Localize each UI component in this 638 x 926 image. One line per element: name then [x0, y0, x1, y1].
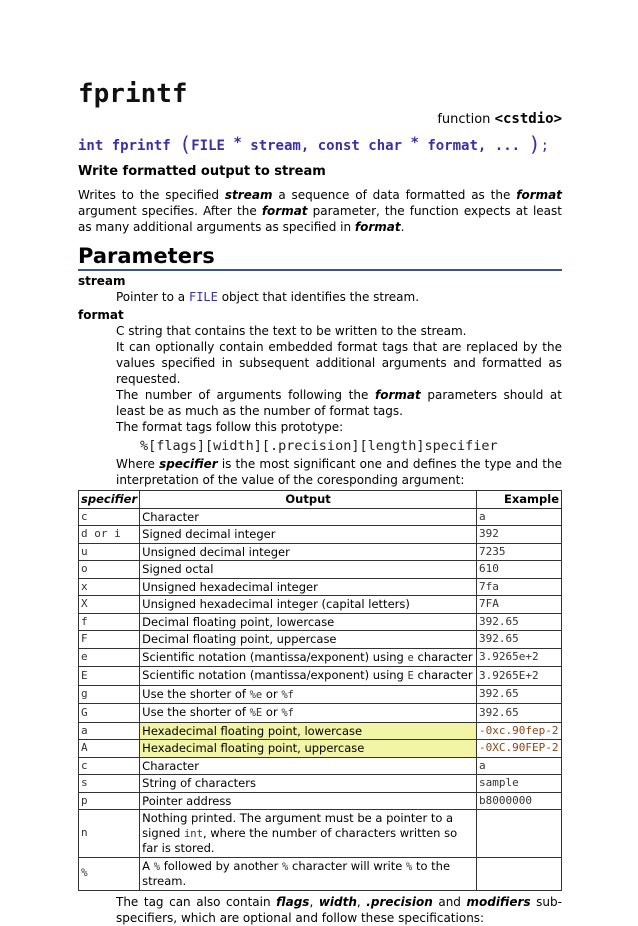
defn-line: [116, 387, 562, 419]
after-text: ,: [309, 894, 314, 909]
output-text: Scientific notation (mantissa/exponent) using: [142, 668, 404, 682]
desc-text: parameter, the function expects at least as many additional arguments as specified in: [78, 204, 562, 234]
output-text: , where the number of characters written so far is stored.: [142, 825, 458, 855]
table-row: [79, 648, 562, 667]
defn-text: Pointer to a: [116, 290, 186, 304]
cell-output: Unsigned decimal integer: [140, 543, 477, 561]
cell-specifier: g: [79, 685, 140, 704]
cell-example: b8000000: [477, 792, 562, 810]
table-row: [79, 685, 562, 704]
cell-specifier: G: [79, 704, 140, 723]
cell-example: 3.9265E+2: [477, 667, 562, 686]
desc-em: format: [261, 204, 308, 218]
table-row: [79, 857, 562, 890]
document-page: [78, 78, 562, 926]
proto-param-1: stream: [250, 138, 301, 154]
proto-type-1: FILE: [191, 138, 225, 154]
cell-specifier: %: [79, 857, 140, 890]
defn-em: format: [374, 388, 421, 402]
table-row: [79, 775, 562, 793]
param-format-term: format: [78, 308, 124, 322]
output-text: A: [142, 858, 151, 873]
table-row: [79, 740, 562, 758]
table-row: [79, 596, 562, 614]
param-format-definition: [116, 323, 562, 435]
col-header-example: Example: [477, 491, 562, 509]
proto-return-type: int: [78, 138, 104, 154]
cell-specifier: X: [79, 596, 140, 614]
proto-type-2: const char: [317, 138, 403, 154]
after-em: .precision: [366, 894, 433, 909]
output-code: int: [183, 827, 203, 840]
header-name: <cstdio>: [494, 111, 562, 127]
output-text: Nothing printed. The argument must be a pointer to a signed: [142, 811, 454, 840]
desc-em: stream: [224, 188, 273, 202]
desc-text: Writes to the specified: [78, 188, 220, 202]
proto-param-2: format: [427, 138, 478, 154]
cell-output: [140, 857, 477, 890]
cell-specifier: A: [79, 740, 140, 758]
output-code: E: [407, 670, 414, 682]
defn-line: It can optionally contain embedded format tags that are replaced by the values specified in subsequent additional arguments and formatted as requested.: [116, 340, 562, 386]
after-text: sub-specifiers, which are optional and follow these specifications:: [116, 894, 562, 925]
table-row: [79, 667, 562, 686]
defn-line: C string that contains the text to be written to the stream.: [116, 324, 467, 338]
proto-star-1: *: [233, 135, 242, 151]
table-row: [79, 757, 562, 775]
cell-output: Character: [140, 508, 477, 526]
specifier-intro: [116, 456, 562, 488]
output-code: %f: [281, 688, 294, 701]
output-code: %: [282, 860, 289, 873]
col-header-output: Output: [140, 491, 477, 509]
cell-example: -0xc.90fep-2: [477, 722, 562, 740]
cell-specifier: f: [79, 613, 140, 631]
cell-output: Decimal floating point, uppercase: [140, 631, 477, 649]
cell-example: 610: [477, 561, 562, 579]
after-text: and: [438, 894, 461, 909]
defn-text: is the most significant one and defines the type and the interpretation of the value of the coresponding argument:: [116, 457, 562, 487]
defn-text: The number of arguments following the: [116, 388, 369, 402]
table-row: [79, 722, 562, 740]
cell-output: Character: [140, 757, 477, 775]
cell-output: [140, 704, 477, 723]
param-stream-definition: [116, 289, 562, 305]
col-header-specifier: specifier: [79, 491, 140, 509]
cell-output: Hexadecimal floating point, lowercase: [140, 722, 477, 740]
proto-open-paren: (: [179, 132, 192, 156]
cell-example: a: [477, 508, 562, 526]
table-row: [79, 792, 562, 810]
cell-output: Unsigned hexadecimal integer (capital letters): [140, 596, 477, 614]
desc-text: argument specifies. After the: [78, 204, 257, 218]
function-summary: Write formatted output to stream: [78, 164, 326, 179]
proto-comma-2: ,: [477, 138, 487, 154]
table-row: [79, 631, 562, 649]
param-stream-term: stream: [78, 274, 126, 288]
format-tag-prototype: %[flags][width][.precision][length]specifier: [140, 438, 498, 454]
cell-example: -0XC.90FEP-2: [477, 740, 562, 758]
table-row: [79, 561, 562, 579]
cell-example: 7FA: [477, 596, 562, 614]
cell-specifier: o: [79, 561, 140, 579]
output-text: character will write: [292, 858, 403, 873]
cell-specifier: F: [79, 631, 140, 649]
after-em: width: [318, 894, 357, 909]
output-code: %f: [281, 707, 294, 719]
output-code: %e: [249, 688, 263, 701]
sub-specifiers-intro: [116, 894, 562, 926]
proto-ellipsis: ...: [494, 138, 521, 154]
cell-output: Decimal floating point, lowercase: [140, 613, 477, 631]
cell-specifier: c: [79, 508, 140, 526]
cell-example: 392.65: [477, 631, 562, 649]
output-code: e: [407, 651, 414, 664]
output-code: %E: [249, 707, 263, 719]
desc-em: format: [354, 220, 401, 234]
cell-example: 7fa: [477, 578, 562, 596]
proto-close-paren: ): [528, 132, 541, 156]
proto-comma-1: ,: [300, 138, 310, 154]
cell-specifier: E: [79, 667, 140, 686]
after-em: modifiers: [466, 894, 531, 909]
cell-output: [140, 685, 477, 704]
cell-specifier: a: [79, 722, 140, 740]
output-text: character: [417, 668, 473, 682]
cell-specifier: x: [79, 578, 140, 596]
output-text: character: [417, 649, 473, 664]
cell-output: [140, 667, 477, 686]
proto-function-name: fprintf: [111, 138, 171, 154]
function-header-line: [78, 110, 562, 128]
table-row: [79, 543, 562, 561]
cell-example: 392.65: [477, 704, 562, 723]
table-header-row: [79, 491, 562, 509]
table-row: [79, 810, 562, 858]
cell-example: 392.65: [477, 685, 562, 704]
output-text: or: [265, 686, 278, 701]
output-text: Use the shorter of: [142, 686, 246, 701]
output-text: followed by another: [163, 858, 279, 873]
cell-output: Signed decimal integer: [140, 526, 477, 544]
cell-example: 392: [477, 526, 562, 544]
parameters-heading: Parameters: [78, 243, 562, 271]
function-description: [78, 187, 562, 235]
table-row: [79, 704, 562, 723]
cell-output: Hexadecimal floating point, uppercase: [140, 740, 477, 758]
defn-text: parameters should at least be as much as the number of format tags.: [116, 388, 562, 418]
defn-code: FILE: [188, 290, 218, 304]
cell-specifier: d or i: [79, 526, 140, 544]
output-code: %: [153, 860, 161, 873]
cell-output: [140, 810, 477, 858]
cell-specifier: c: [79, 757, 140, 775]
specifier-table: [78, 490, 562, 891]
defn-text: Where: [116, 457, 155, 471]
cell-output: Signed octal: [140, 561, 477, 579]
table-row: [79, 508, 562, 526]
cell-output: String of characters: [140, 775, 477, 793]
desc-text: .: [400, 220, 405, 234]
cell-example: a: [477, 757, 562, 775]
cell-example: sample: [477, 775, 562, 793]
specifier-table-body: [79, 508, 562, 890]
output-code: %: [405, 860, 413, 873]
cell-example: 7235: [477, 543, 562, 561]
defn-line: The format tags follow this prototype:: [116, 420, 344, 434]
after-text: ,: [356, 894, 361, 909]
table-row: [79, 526, 562, 544]
table-row: [79, 578, 562, 596]
desc-em: format: [516, 188, 562, 202]
cell-output: [140, 648, 477, 667]
desc-text: a sequence of data formatted as the: [278, 188, 511, 202]
cell-specifier: s: [79, 775, 140, 793]
output-text: to the stream.: [142, 858, 451, 888]
cell-specifier: u: [79, 543, 140, 561]
table-row: [79, 613, 562, 631]
cell-specifier: e: [79, 648, 140, 667]
function-label: function: [437, 112, 491, 127]
output-text: Use the shorter of: [142, 705, 246, 719]
after-text: The tag can also contain: [116, 894, 271, 909]
page-title: fprintf: [78, 79, 188, 109]
proto-star-2: *: [410, 135, 419, 151]
output-text: Scientific notation (mantissa/exponent) using: [142, 649, 404, 664]
cell-specifier: n: [79, 810, 140, 858]
output-text: or: [265, 705, 278, 719]
cell-output: Unsigned hexadecimal integer: [140, 578, 477, 596]
cell-example: [477, 857, 562, 890]
cell-example: 392.65: [477, 613, 562, 631]
after-em: flags: [276, 894, 310, 909]
cell-example: 3.9265e+2: [477, 648, 562, 667]
function-prototype: [78, 132, 562, 157]
defn-em: specifier: [159, 457, 218, 471]
proto-semicolon: ;: [540, 138, 549, 154]
cell-output: Pointer address: [140, 792, 477, 810]
cell-specifier: p: [79, 792, 140, 810]
cell-example: [477, 810, 562, 858]
defn-text: object that identifies the stream.: [221, 290, 420, 304]
